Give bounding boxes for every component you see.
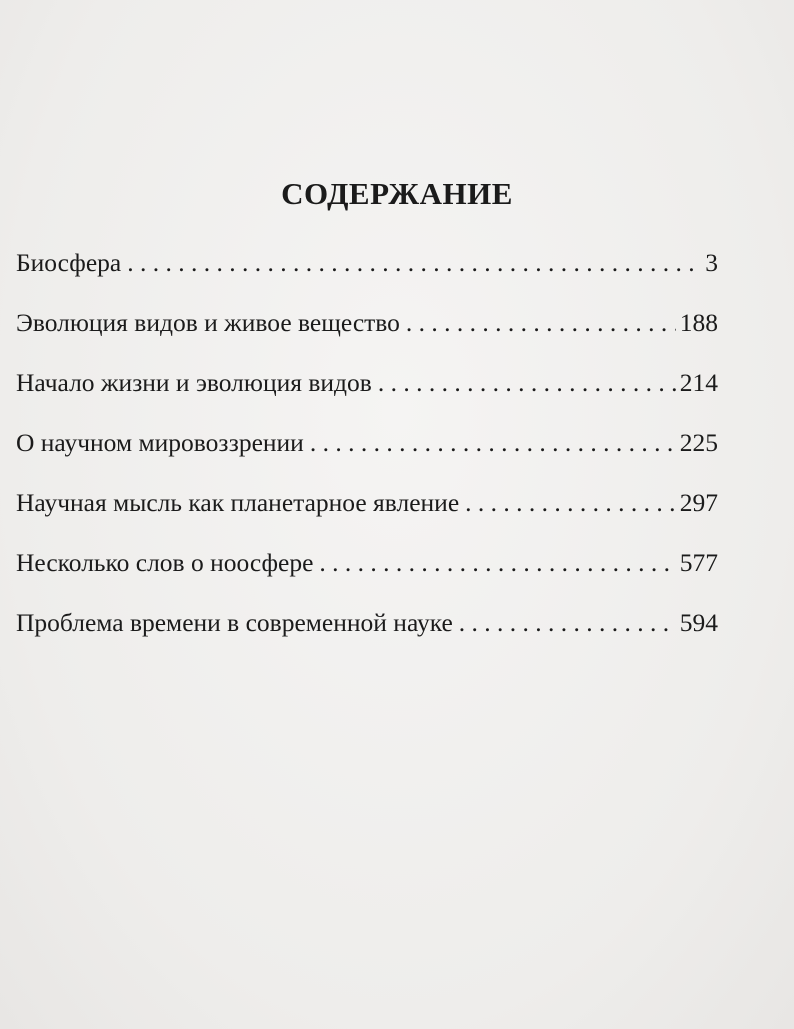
toc-entry-page: 225 bbox=[679, 428, 718, 457]
toc-entry-page: 188 bbox=[679, 308, 718, 337]
toc-entry-title: Начало жизни и эволюция видов bbox=[16, 368, 372, 397]
toc-entry-title: Проблема времени в современной науке bbox=[16, 608, 453, 637]
toc-entry-scientific-thought bbox=[16, 480, 718, 540]
toc-leader-dots bbox=[406, 300, 676, 346]
toc-leader-dots bbox=[319, 540, 675, 586]
toc-entry-problem-of-time bbox=[16, 600, 718, 660]
toc-entry-origin-of-life bbox=[16, 360, 718, 420]
toc-leader-dots bbox=[127, 240, 701, 286]
table-of-contents bbox=[16, 240, 718, 660]
toc-entry-scientific-worldview bbox=[16, 420, 718, 480]
toc-entry-page: 297 bbox=[679, 488, 718, 517]
toc-entry-page: 577 bbox=[679, 548, 718, 577]
toc-entry-biosphere bbox=[16, 240, 718, 300]
toc-entry-title: Несколько слов о ноосфере bbox=[16, 548, 314, 577]
toc-entry-page: 3 bbox=[705, 248, 718, 277]
toc-leader-dots bbox=[378, 360, 676, 406]
toc-entry-noosphere bbox=[16, 540, 718, 600]
toc-leader-dots bbox=[465, 480, 676, 526]
toc-entry-title: О научном мировоззрении bbox=[16, 428, 304, 457]
toc-entry-title: Биосфера bbox=[16, 248, 122, 277]
toc-entry-evolution-living-matter bbox=[16, 300, 718, 360]
toc-leader-dots bbox=[310, 420, 676, 466]
toc-leader-dots bbox=[459, 600, 676, 646]
toc-entry-title: Научная мысль как планетарное явление bbox=[16, 488, 460, 517]
page-title: СОДЕРЖАНИЕ bbox=[281, 176, 513, 211]
toc-entry-page: 214 bbox=[679, 368, 718, 397]
toc-entry-title: Эволюция видов и живое вещество bbox=[16, 308, 400, 337]
toc-entry-page: 594 bbox=[679, 608, 718, 637]
